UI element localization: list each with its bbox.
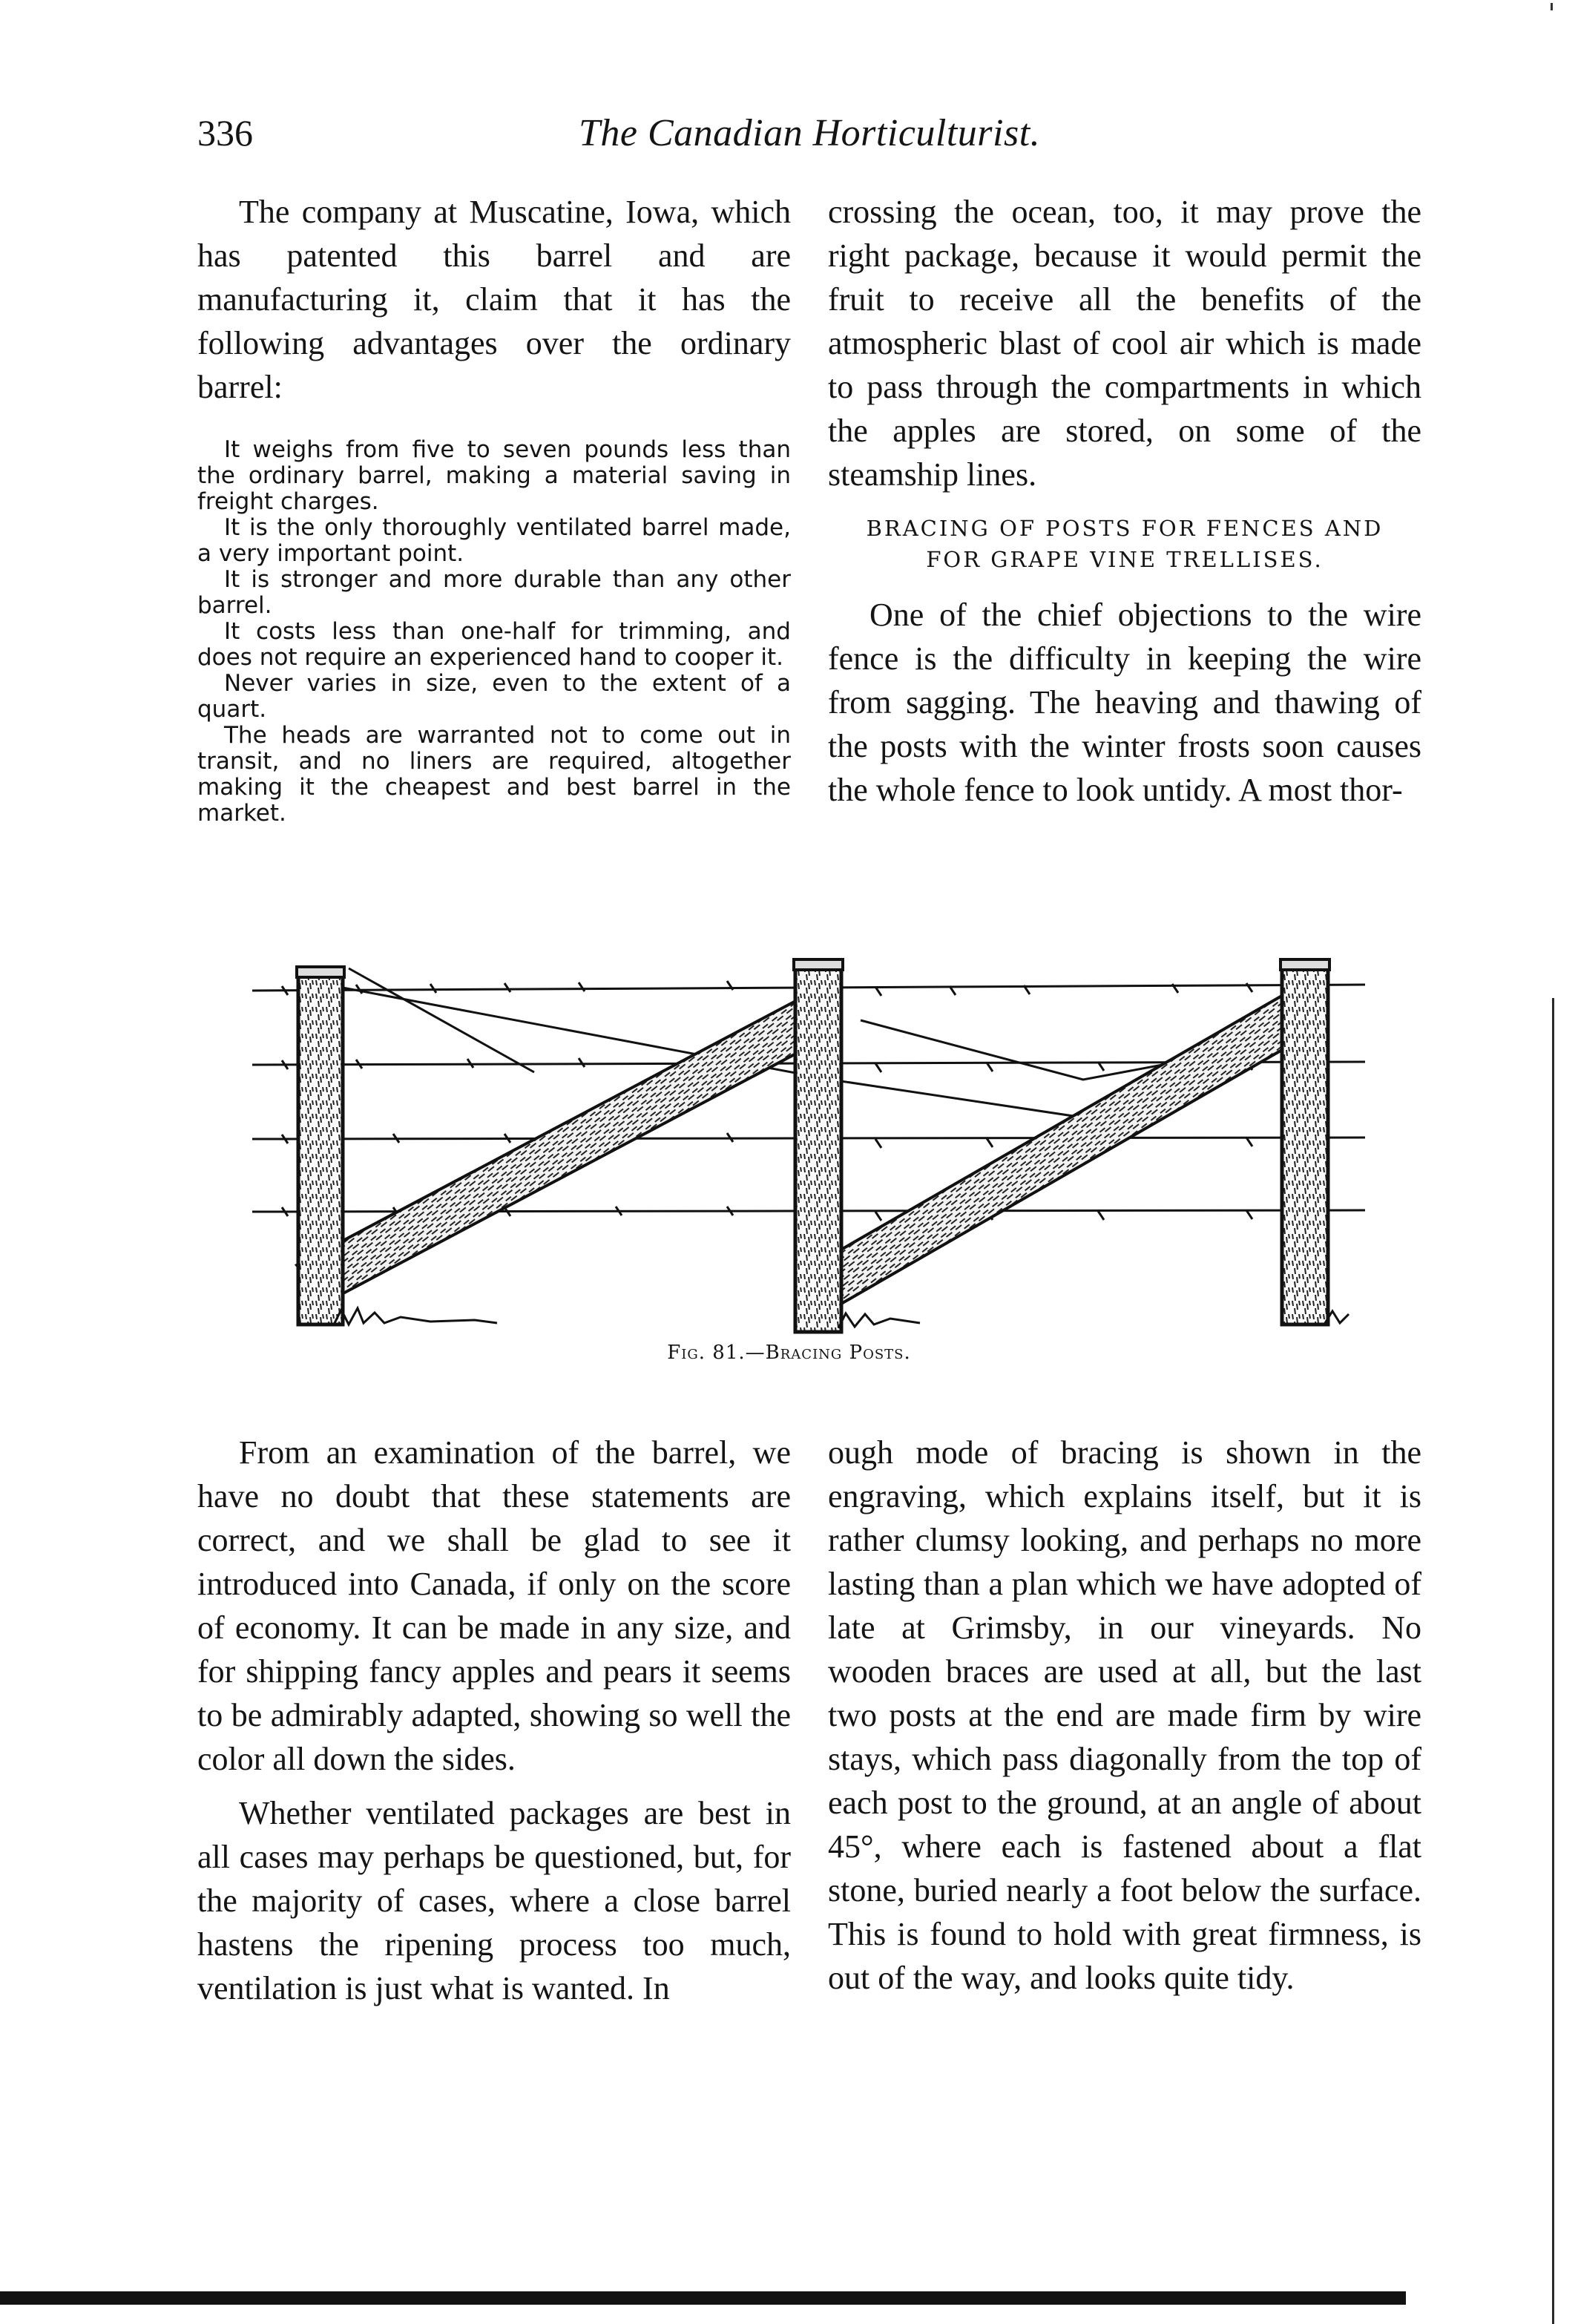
fence-post-right [1282, 968, 1328, 1325]
running-title: The Canadian Horticulturist. [579, 112, 1041, 154]
scan-edge-line [1552, 998, 1554, 2324]
figure-number: Fig. 81. [667, 1342, 746, 1364]
advantages-list [197, 437, 791, 827]
bottom-rule [0, 2291, 1406, 2305]
continuation-paragraph: crossing the ocean, too, it may prove the right package, because it would permit the fruit to receive all the benefits of the atmospheric blast of cool air which is made to pass through the compartments in which the apples are stored, on some of the steamship lines. [828, 194, 1421, 493]
bracing-paragraph: One of the chief objections to the wire fence is the difficulty in keeping the wire from sagging. The heaving and thawing of the posts with the winter frosts soon causes the whole fence to look untidy. A most thor- [828, 597, 1421, 808]
figure-title: Bracing Posts. [765, 1342, 911, 1364]
advantage-item: It is stronger and more durable than any other barrel. [197, 566, 791, 619]
page-number: 336 [197, 112, 253, 154]
figure-caption [0, 1342, 1578, 1364]
grimsby-paragraph: ough mode of bracing is shown in the engraving, which explains itself, but it is rather clumsy looking, and perhaps no more lasting than a plan which we have adopted of late at Grimsby, in our vineyards. No wooden braces are used at all, but the last two posts at the end are made firm by wire stays, which pass diagonally from the top of each post to the ground, at an angle of about 45°, where each is fastened about a flat stone, buried nearly a foot below the surface. This is found to hold with great firmness, is out of the way, and looks quite tidy. [828, 1434, 1421, 1996]
intro-paragraph: The company at Muscatine, Iowa, which has patented this barrel and are manufacturing it, claim that it has the following advantages over the ordinary barrel: [197, 194, 791, 405]
fence-post-left [298, 976, 343, 1325]
column-bottom-left [197, 1431, 791, 2010]
advantage-item: Never varies in size, even to the extent of a quart. [197, 670, 791, 723]
barrel-paragraph: From an examination of the barrel, we have no doubt that these statements are correct, and we shall be glad to see it introduced into Canada, if only on the score of economy. It can be made in any size, and for shipping fancy apples and pears it seems to be admirably adapted, showing so well the color all down the sides. [197, 1434, 791, 1777]
advantage-item: It weighs from five to seven pounds less than the ordinary barrel, making a material saving in freight charges. [197, 436, 791, 515]
caption-dash: — [745, 1342, 766, 1364]
advantage-item: The heads are warranted not to come out in transit, and no liners are required, altogether making it the cheapest and best barrel in the market. [197, 722, 791, 827]
column-top-right [828, 190, 1421, 812]
advantage-item: It is the only thoroughly ventilated barrel made, a very important point. [197, 514, 791, 567]
column-bottom-right [828, 1431, 1421, 2000]
brace-left [297, 998, 831, 1302]
section-heading-line: FOR GRAPE VINE TRELLISES. [926, 547, 1324, 572]
fence-drawing [252, 953, 1365, 1339]
brace-right [801, 991, 1321, 1310]
fence-illustration [252, 953, 1365, 1339]
corner-mark [1551, 3, 1553, 10]
advantage-item: It costs less than one-half for trimming, and does not require an experienced hand to cooper it. [197, 618, 791, 671]
section-heading [828, 513, 1421, 575]
ventilation-paragraph: Whether ventilated packages are best in all cases may perhaps be questioned, but, for the majority of cases, where a close barrel hastens the ripening process too much, ventilation is just what is wanted. In [197, 1795, 791, 2006]
section-heading-line: BRACING OF POSTS FOR FENCES AND [866, 516, 1384, 541]
column-top-left [197, 190, 791, 827]
fence-post-middle [795, 968, 841, 1332]
